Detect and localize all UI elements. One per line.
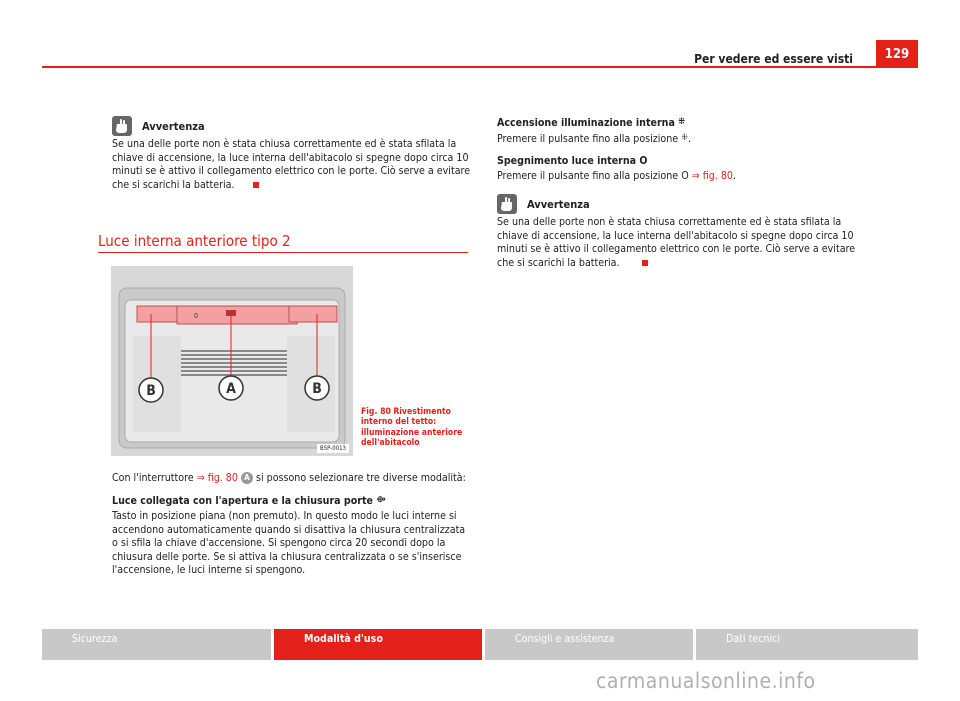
- right-body: [497, 116, 857, 270]
- figure-80: [111, 266, 353, 456]
- caption-text: Rivestimento interno del tetto: illuminazione anteriore dell'abitacolo: [361, 407, 463, 449]
- page-header-title: Per vedere ed essere visti: [694, 52, 853, 66]
- note-icon: [112, 116, 132, 136]
- footer-tab-dati[interactable]: Dati tecnici: [696, 629, 918, 660]
- section-title: Luce interna anteriore tipo 2: [98, 232, 291, 250]
- intro-fig-link[interactable]: ⇒ fig. 80: [196, 472, 238, 484]
- h1-interior-on-text: Accensione illuminazione interna: [497, 116, 675, 129]
- interior-light-icon-inline: ⁜: [681, 133, 688, 144]
- end-marker: [642, 260, 648, 266]
- figure-code: B5P-0013: [317, 444, 349, 453]
- footer-tab-modalita[interactable]: Modalità d'uso: [274, 629, 482, 660]
- p2-pre: Premere il pulsante fino alla posizione O: [497, 170, 689, 183]
- left-note: [112, 116, 472, 192]
- intro-post: si possono selezionare tre diverse modalità:: [256, 472, 466, 484]
- interior-light-icon: ⁜: [678, 117, 686, 127]
- page-number: 129: [876, 40, 918, 68]
- note-title: Avvertenza: [527, 198, 590, 212]
- left-body: [112, 472, 472, 586]
- figure-caption: [361, 407, 469, 449]
- p1-interior-on-text: Premere il pulsante fino alla posizione: [497, 133, 679, 146]
- note-text: [112, 138, 472, 192]
- h1-interior-on: [497, 116, 857, 130]
- door-light-icon: ⟴: [376, 494, 386, 505]
- p2-interior-off: Premere il pulsante fino alla posizione O ⇒ fig. 80.: [497, 170, 737, 183]
- header-rule: [42, 66, 918, 68]
- intro-pre: Con l'interruttore: [112, 472, 194, 484]
- footer-tab-consigli[interactable]: Consigli e assistenza: [485, 629, 693, 660]
- p1-interior-on: Premere il pulsante fino alla posizione ⁜.: [497, 133, 692, 146]
- h1-door-light-text: Luce collegata con l'apertura e la chiusura porte: [112, 494, 374, 507]
- marker-a: A: [241, 472, 253, 484]
- p2-fig-link[interactable]: ⇒ fig. 80: [691, 170, 733, 183]
- h1-door-light: [112, 494, 472, 508]
- section-rule: [98, 252, 468, 253]
- h2-interior-off: Spegnimento luce interna O: [497, 154, 648, 167]
- watermark: carmanualsonline.info: [596, 669, 816, 693]
- fig-label-b2: B: [312, 381, 322, 397]
- intro-paragraph: [112, 472, 472, 486]
- note-icon: [497, 194, 517, 214]
- caption-label: Fig. 80: [361, 407, 391, 417]
- fig-label-b1: B: [146, 383, 156, 399]
- note-text-body: Se una delle porte non è stata chiusa correttamente ed è stata sfilata la chiave di accensione, la luce interna dell'abitacolo si spegne dopo circa 10 minuti se è attivo il collegamento elettrico con le porte. Ciò serve a evitare che si scarichi la batteria.: [112, 138, 471, 191]
- footer-tab-sicurezza[interactable]: Sicurezza: [42, 629, 271, 660]
- panel-mark-0: 0: [194, 312, 199, 320]
- end-marker: [253, 182, 259, 188]
- note-text: [497, 216, 857, 270]
- right-note: [497, 194, 857, 270]
- p1-door-light: Tasto in posizione piana (non premuto). In questo modo le luci interne si accendono automaticamente quando si disattiva la chiusura centralizzata o si sfila la chiave d'accensione. Si spengono circa 20 secondi dopo la chiusura delle porte. Se si attiva la chiusura centralizzata o se s'inserisce l'accensione, le luci interne si spengono.: [112, 509, 466, 577]
- fig-label-a: A: [226, 381, 236, 397]
- note-text-body: Se una delle porte non è stata chiusa correttamente ed è stata sfilata la chiave di accensione, la luce interna dell'abitacolo si spegne dopo circa 10 minuti se è attivo il collegamento elettrico con le porte. Ciò serve a evitare che si scarichi la batteria.: [497, 215, 856, 269]
- note-title: Avvertenza: [142, 120, 205, 134]
